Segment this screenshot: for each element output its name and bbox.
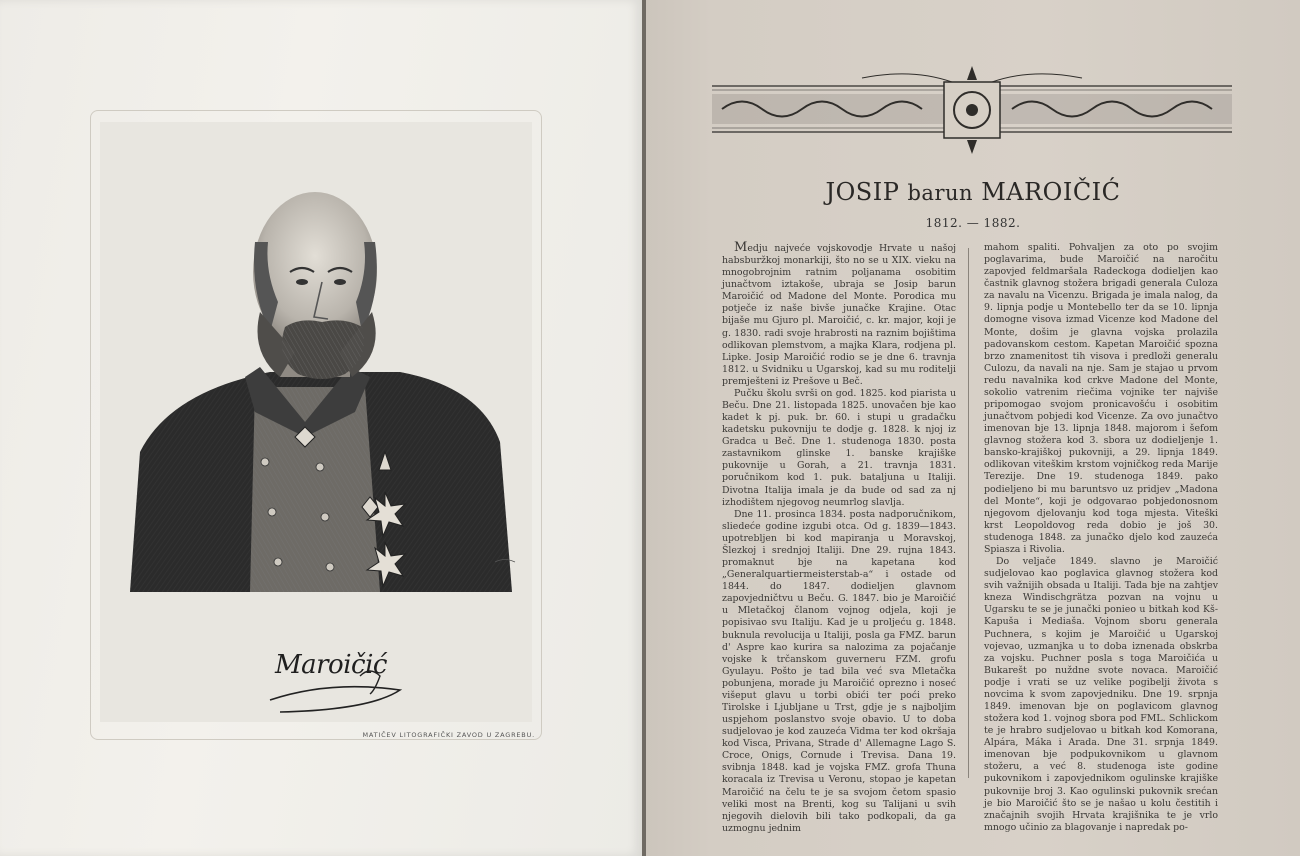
life-dates: 1812. — 1882. — [925, 216, 1021, 230]
paragraph: Dne 11. prosinca 1834. posta nadporučnikom, sliedeće godine izgubi otca. Od g. 1839—1843. upotrebljen bi kod mapiranja u Moravskoj, Šlezkoj i srednjoj Italiji. Dne 29. rujna 1843. promaknut bje na kapetana kod „Generalquartiermeisterstab-a“ i ostade od 1844. do 1847. dodieljen glavnom zapovjedničtvu u Beču. G. 1847. bio je Maroičić u Mletačkoj članom vojnog odjela, koji je popisivao svu Italiju. Kad je u proljeću g. 1848. buknula revolucija u Italiji, posla ga FMZ. barun d' Aspre kao kurira sa nalozima za pojačanje vojske k trčanskom guverneru FZM. grofu Gyulayu. Pošto je tad bila već sva Mletačka pobunjena, morade ju Maroičić oprezno i noseć višeput glavu u torbi obići ter poći preko Tirolske i Ljubljane u Trst, gdje je s najboljim uspjehom poslanstvo svoje obavio. U to doba sudjelovao je kod zauzeća Vidma ter kod okršaja kod Visca, Privana, Strade d' Allemagne Lago S. Croce, Onigs, Cornude i Trevisa. Dana 19. svibnja 1848. kad je vojska FMZ. grofa Thuna koracala iz Trevisa u Veronu, stopao je kapetan Maroičić na čelu te je sa svojom četom spasio veliki most na Brenti, kog su Talijani u svih njegovih dielovih bili tako podkopali, da ga uzmognu jednim — [722, 508, 956, 834]
paragraph: Do veljače 1849. slavno je Maroičić sudjelovao kao poglavica glavnog stožera kod svih važnijih obsada u Italiji. Tada bje na zahtjev kneza Windischgrätza pozvan na vojnu u Ugarsku te se je junački ponieo u bitkah kod Kš-Kapuša i Mediaša. Vojnom sboru generala Puchnera, s kojim je Maroičić u Ugarskoj vojevao, uzmanjka u to doba iznenada obskrba za vojsku. Puchner posla s toga Maroičića u Bukarešt po nuždne svote novaca. Maroičić podje i vrati se uz velike pogibelji života s novcima k svom zapovjedniku. Dne 19. srpnja 1849. imenovan bje on poglavicom glavnog stožera kod 1. vojnog sbora pod FML. Schlickom te je hrabro sudjelovao u bitkah kod Komorana, Alpára, Máka i Arada. Dne 31. srpnja 1849. imenovan bje podpukovnikom u glavnom stožeru, a već 8. studenoga iste godine pukovnikom i zapovjednikom ogulinske krajiške pukovnije broj 3. Kao ogulinski pukovnik srećan je bio Maroičić što se je našao u kolu čestitih i značajnih svojih Hrvata krajišnika te je vrlo mnogo učinio za blagovanje i napredak po- — [984, 556, 1218, 833]
paragraph: mahom spaliti. Pohvaljen za oto po svojim poglavarima, bude Maroičić na naročitu zapovjed feldmaršala Radeckoga dodieljen kao častnik glavnog stožera brigadi generala Culoza za navalu na Vicenzu. Brigada je imala nalog, da 9. lipnja podje u Montebello ter da se 10. lipnja domogne visova izmad Vicenze kod Madone del Monte, došim je glavna vojska prolazila padovanskom cestom. Kapetan Maroičić spozna brzo znamenitost tih visova i predloži generalu Culozu, da navali na nje. Sam je stajao u prvom redu navalnika kod crkve Madone del Monte, sokolio vatrenim riečima vojnike ter najviše pripomogao svojom pronicavošću i osobitim junačtvom pobjedi kod Vicenze. Za ovo junačtvo imenovan bje 13. lipnja 1848. majorom i šefom glavnog stožera kod 3. sbora uz dodieljenje 1. bansko-krajiškoj pukovniji, a 29. lipnja 1849. odlikovan viteškim krstom vojničkog reda Marije Terezije. Dne 19. studenoga 1849. pako podieljeno bi mu baruntsvo uz pridjev „Madona del Monte“, koji je odgovarao pobjedonosnom njegovom djelovanju kod toga mjesta. Viteški krst Leopoldovog reda dobio je još 30. studenoga 1848. za junačko djelo kod zauzeća Spiasza i Rivolia. — [984, 242, 1218, 555]
text-column-right — [984, 242, 1218, 833]
lithographer-imprint: MATIČEV LITOGRAFIČKI ZAVOD U ZAGREBU. — [362, 731, 535, 739]
column-divider — [968, 248, 969, 778]
ornamental-headpiece — [712, 66, 1232, 158]
biography-title: JOSIP barun MAROIČIĆ — [825, 178, 1121, 206]
paragraph: Pučku školu svrši on god. 1825. kod piarista u Beču. Dne 21. listopada 1825. unovačen bje kao kadet k pj. puk. br. 60. i stupi u gradačku kadetsku pukovniju te dodje g. 1828. k njoj iz Gradca u Beč. Dne 1. studenoga 1830. posta zastavnikom glinske 1. banske krajiške pukovnije u Gorah, a 21. travnja 1831. poručnikom kod 1. puk. bataljuna u Italiji. Divotna Italija imala je da bude od sad za nj izhodištem njegovog neumrlog slavlja. — [722, 387, 956, 508]
portrait-engraving — [100, 122, 532, 722]
text-column-left — [722, 240, 956, 834]
paragraph: Medju najveće vojskovodje Hrvate u našoj habsburžkoj monarkiji, što no se u XIX. vieku na mnogobrojnim ratnim poljanama osobitim junačtvom iztakoše, ubraja se Josip barun Maroičić od Madone del Monte. Porodica mu potječe iz naše bivše junačke Krajine. Otac bijaše mu Gjuro pl. Maroičić, c. kr. major, koji je g. 1830. radi svoje hrabrosti na raznim bojištima odlikovan plemstvom, a majka Klara, rodjena pl. Lipke. Josip Maroičić rodio se je dne 6. travnja 1812. u Svidniku u Ugarskoj, kad su mu roditelji premješteni iz Prešove u Beč. — [722, 240, 956, 387]
biography-page — [646, 0, 1300, 856]
lithograph-portrait — [100, 122, 532, 722]
portrait-plate-page — [0, 0, 642, 856]
signature-text: Maroičić — [275, 650, 387, 680]
